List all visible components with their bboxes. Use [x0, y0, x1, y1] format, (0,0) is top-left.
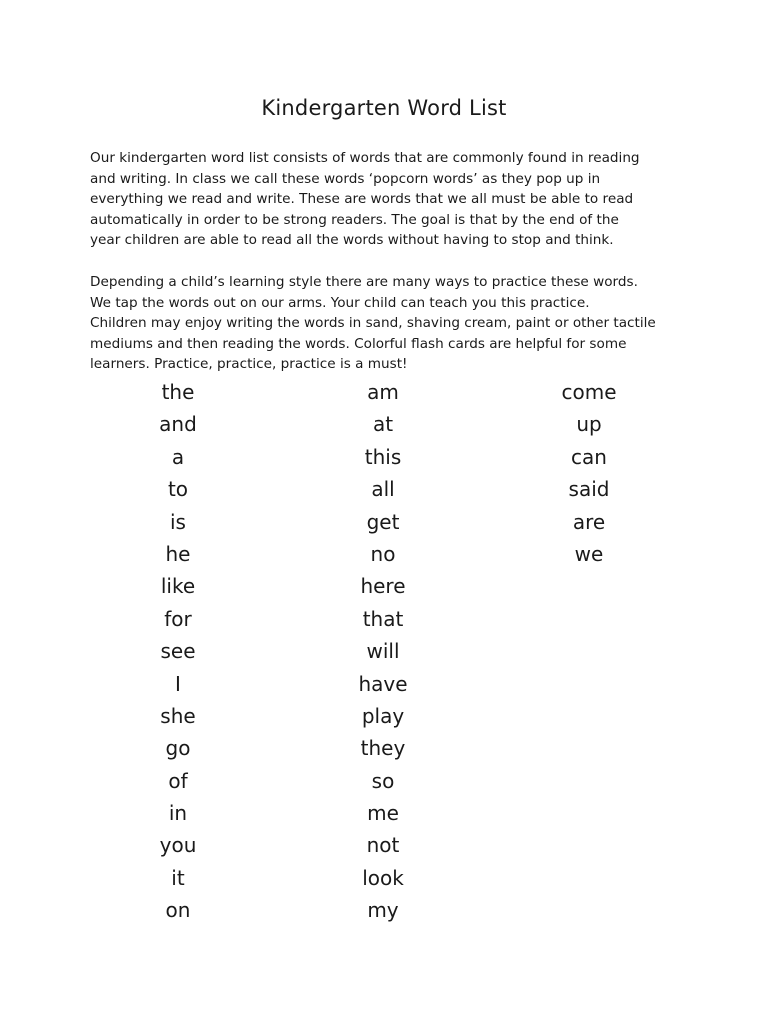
word-item: me: [367, 801, 399, 826]
paragraph-line: Children may enjoy writing the words in sand, shaving cream, paint or other tactile: [90, 315, 656, 332]
paragraph-line: everything we read and write. These are words that we all must be able to read: [90, 191, 634, 208]
paragraph-line: Our kindergarten word list consists of words that are commonly found in reading: [90, 150, 640, 166]
word-item: is: [170, 509, 186, 534]
paragraph-line: automatically in order to be strong readers. The goal is that by the end of the: [90, 211, 619, 228]
word-item: she: [160, 703, 196, 728]
word-item: can: [571, 444, 607, 469]
word-item: this: [364, 444, 402, 469]
word-column-1: [108, 376, 248, 927]
word-item: my: [367, 898, 399, 923]
word-item: go: [165, 736, 191, 761]
paragraph-line: Depending a child’s learning style there are many ways to practice these words.: [90, 274, 638, 290]
paragraph-line: and writing. In class we call these words ‘popcorn words’ as they pop up in: [90, 170, 601, 187]
word-item: am: [367, 380, 399, 404]
word-item: that: [362, 606, 404, 631]
paragraph-line: mediums and then reading the words. Colorful flash cards are helpful for some: [90, 335, 627, 352]
word-item: not: [366, 833, 400, 858]
word-item: a: [171, 444, 185, 469]
paragraph-line: learners. Practice, practice, practice is a must!: [90, 356, 408, 373]
word-item: get: [366, 509, 400, 534]
word-item: look: [362, 865, 404, 890]
word-item: the: [161, 380, 195, 404]
word-item: in: [168, 801, 188, 826]
word-item: here: [360, 574, 406, 599]
word-item: up: [576, 412, 602, 437]
word-item: like: [160, 574, 196, 599]
word-item: have: [358, 671, 408, 696]
word-item: no: [370, 541, 396, 566]
practice-paragraph: [90, 272, 690, 375]
word-item: for: [164, 606, 192, 631]
page-title: Kindergarten Word List: [261, 96, 507, 120]
word-item: we: [574, 541, 604, 566]
word-column-3: [519, 376, 659, 570]
word-item: to: [167, 477, 189, 502]
word-item: will: [366, 639, 400, 664]
word-item: they: [360, 736, 406, 761]
paragraph-line: year children are able to read all the words without having to stop and think.: [90, 232, 614, 249]
word-item: come: [561, 380, 617, 404]
word-item: at: [372, 412, 394, 437]
intro-paragraph: [90, 148, 690, 251]
word-item: so: [371, 768, 395, 793]
word-item: and: [159, 412, 197, 437]
word-item: I: [175, 671, 181, 696]
word-item: on: [165, 898, 191, 923]
word-column-2: [313, 376, 453, 927]
paragraph-line: We tap the words out on our arms. Your child can teach you this practice.: [90, 294, 590, 311]
word-item: you: [159, 833, 197, 858]
word-item: he: [165, 541, 191, 566]
word-item: it: [171, 865, 185, 890]
word-item: see: [160, 639, 196, 664]
word-item: all: [371, 477, 395, 502]
word-item: are: [572, 509, 606, 534]
word-item: of: [168, 768, 188, 793]
word-item: play: [361, 703, 405, 728]
word-item: said: [568, 477, 610, 502]
